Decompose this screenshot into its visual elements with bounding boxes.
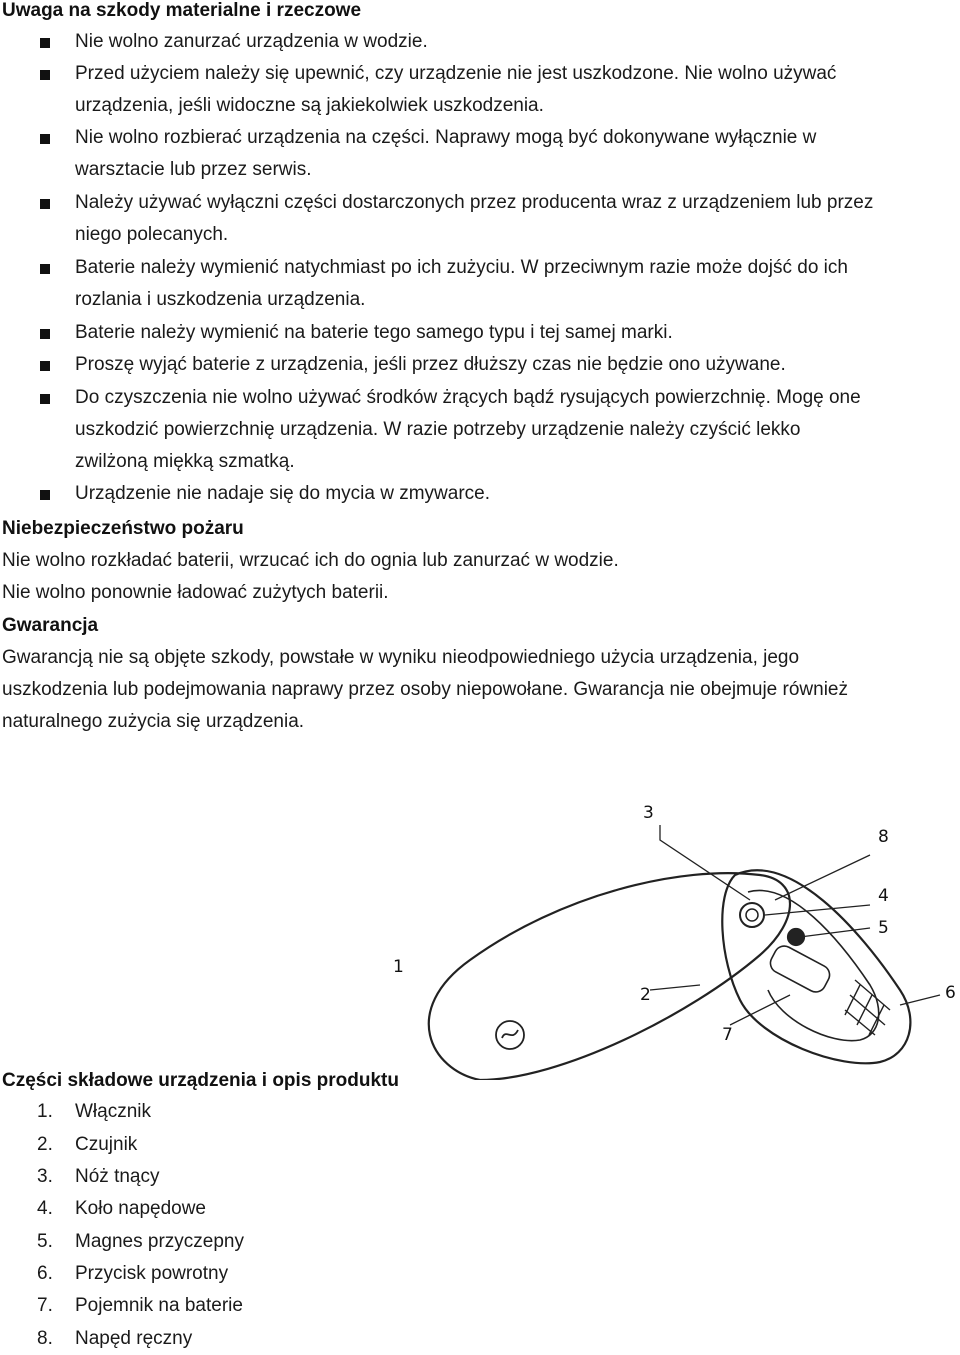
bullet-icon — [40, 361, 50, 371]
list-item-label: Nóż tnący — [75, 1166, 160, 1187]
callout-6: 6 — [945, 983, 956, 1003]
section-heading-parts: Części składowe urządzenia i opis produktu — [2, 1070, 399, 1091]
list-item: Do czyszczenia nie wolno używać środków żrących bądź rysujących powierzchnię. Mogę one uszkodzić powierzchnię urządzenia. W razie potrzeby urządzenie należy czyścić lekko zwilżoną miękką szmatką. — [75, 387, 861, 472]
list-item: Przed użyciem należy się upewnić, czy urządzenie nie jest uszkodzone. Nie wolno używać urządzenia, jeśli widoczne są jakiekolwiek uszkodzenia. — [75, 63, 837, 116]
list-item-number: 1. — [37, 1101, 53, 1122]
callout-leaders — [650, 825, 940, 1025]
section-heading-fire: Niebezpieczeństwo pożaru — [2, 518, 244, 539]
list-item-label: Włącznik — [75, 1101, 152, 1122]
bullet-icon — [40, 38, 50, 48]
list-item-number: 2. — [37, 1134, 53, 1155]
list-item-label: Magnes przyczepny — [75, 1231, 244, 1252]
bullet-icon — [40, 70, 50, 80]
list-item: Baterie należy wymienić na baterie tego samego typu i tej samej marki. — [75, 322, 673, 343]
list-item: Proszę wyjąć baterie z urządzenia, jeśli przez dłuższy czas nie będzie ono używane. — [75, 354, 786, 375]
callout-3: 3 — [643, 803, 654, 823]
bullet-icon — [40, 199, 50, 209]
bullet-icon — [40, 264, 50, 274]
bullet-icon — [40, 394, 50, 404]
list-item-number: 5. — [37, 1231, 53, 1252]
list-item-number: 4. — [37, 1198, 53, 1219]
list-item-label: Koło napędowe — [75, 1198, 206, 1219]
callout-2: 2 — [640, 985, 651, 1005]
list-item: Baterie należy wymienić natychmiast po ich zużyciu. W przeciwnym razie może dojść do ich rozlania i uszkodzenia urządzenia. — [75, 257, 848, 310]
device-body-illustration — [429, 873, 790, 1080]
list-item-label: Przycisk powrotny — [75, 1263, 229, 1284]
list-item-number: 7. — [37, 1295, 53, 1316]
list-item-number: 6. — [37, 1263, 53, 1284]
list-item-number: 3. — [37, 1166, 53, 1187]
list-item: Urządzenie nie nadaje się do mycia w zmywarce. — [75, 483, 491, 504]
list-item-label: Napęd ręczny — [75, 1328, 193, 1349]
list-item-label: Czujnik — [75, 1134, 138, 1155]
list-item: Nie wolno rozbierać urządzenia na części. Naprawy mogą być dokonywane wyłącznie w warsztacie lub przez serwis. — [75, 127, 817, 180]
section-heading-warranty: Gwarancja — [2, 615, 99, 636]
callout-5: 5 — [878, 918, 889, 938]
list-item: Należy używać wyłączni części dostarczonych przez producenta wraz z urządzeniem lub przez niego polecanych. — [75, 192, 874, 245]
bullet-icon — [40, 490, 50, 500]
bullet-icon — [40, 134, 50, 144]
callout-4: 4 — [878, 886, 889, 906]
list-item-label: Pojemnik na baterie — [75, 1295, 243, 1316]
fire-paragraph: Nie wolno rozkładać baterii, wrzucać ich do ognia lub zanurzać w wodzie. Nie wolno ponownie ładować zużytych baterii. — [2, 550, 619, 603]
callout-1: 1 — [393, 957, 404, 977]
section-heading-damage: Uwaga na szkody materialne i rzeczowe — [2, 0, 362, 21]
bullet-icon — [40, 329, 50, 339]
product-diagram — [0, 780, 960, 1080]
list-item-number: 8. — [37, 1328, 53, 1349]
callout-7: 7 — [722, 1025, 733, 1045]
list-item: Nie wolno zanurzać urządzenia w wodzie. — [75, 31, 428, 52]
callout-8: 8 — [878, 827, 889, 847]
warranty-paragraph: Gwarancją nie są objęte szkody, powstałe w wyniku nieodpowiedniego użycia urządzenia, jego uszkodzenia lub podejmowania naprawy przez osoby niepowołane. Gwarancja nie obejmuje również naturalnego zużycia się urządzenia. — [2, 647, 848, 732]
